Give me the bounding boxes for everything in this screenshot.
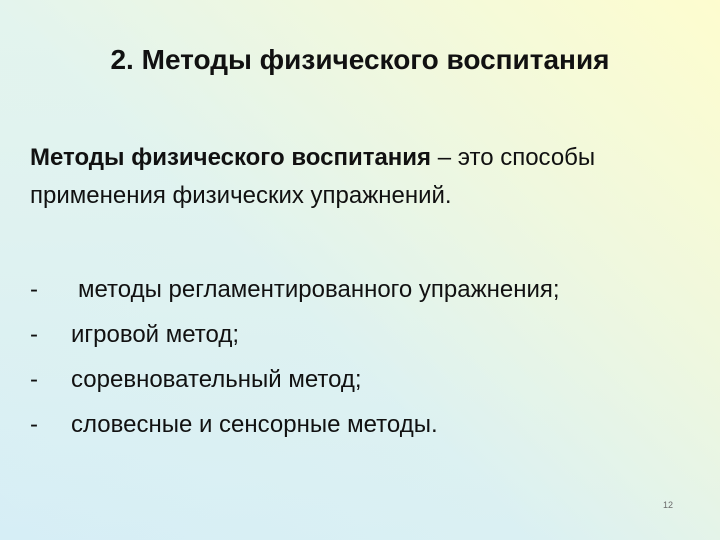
definition-separator: – bbox=[431, 144, 458, 171]
list-item bbox=[30, 361, 690, 406]
list-item bbox=[30, 316, 690, 361]
list-item-label: игровой метод; bbox=[71, 321, 240, 348]
methods-list bbox=[30, 271, 690, 451]
list-item bbox=[30, 271, 690, 316]
definition-paragraph bbox=[30, 139, 720, 215]
list-item bbox=[30, 406, 690, 451]
dash-marker: - bbox=[30, 321, 38, 348]
list-item-label: словесные и сенсорные методы. bbox=[71, 411, 438, 438]
list-item-label: соревновательный метод; bbox=[71, 366, 362, 393]
slide-title: 2. Методы физического воспитания bbox=[110, 44, 610, 75]
definition-text: это способы применения физических упражнений. bbox=[30, 144, 596, 209]
dash-marker: - bbox=[30, 411, 38, 438]
dash-marker: - bbox=[30, 366, 38, 393]
dash-marker: - bbox=[30, 276, 38, 303]
list-item-label: методы регламентированного упражнения; bbox=[78, 276, 560, 303]
definition-term: Методы физического воспитания bbox=[30, 144, 432, 171]
page-number: 12 bbox=[662, 500, 673, 510]
